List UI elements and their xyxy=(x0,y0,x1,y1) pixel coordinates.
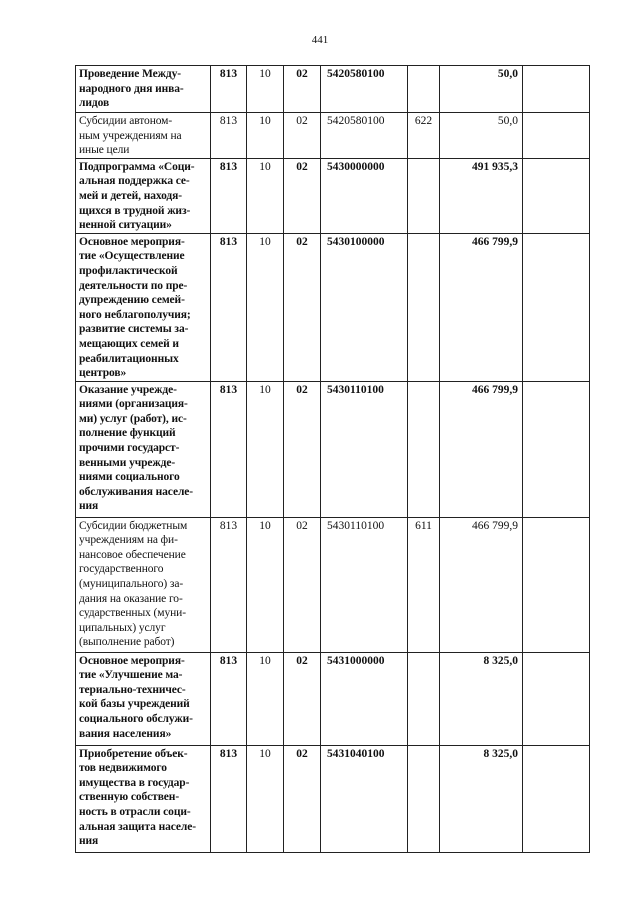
expense-type-code-cell xyxy=(408,381,440,517)
item-name-line: Подпрограмма «Соци- xyxy=(79,160,195,173)
ministry-code-cell: 813 xyxy=(211,517,247,652)
amount-cell: 8 325,0 xyxy=(440,745,523,852)
ministry-code-cell: 813 xyxy=(211,233,247,381)
expense-type-code-cell xyxy=(408,158,440,233)
item-name-line: (муниципального) за- xyxy=(79,578,184,591)
extra-cell xyxy=(523,381,590,517)
table-row xyxy=(76,381,590,517)
item-name-line: полнение функций xyxy=(79,427,176,440)
item-name-line: профилактической xyxy=(79,264,178,277)
section-code-cell: 10 xyxy=(247,233,284,381)
item-name-line: альная поддержка се- xyxy=(79,175,190,188)
expense-type-code-cell: 622 xyxy=(408,113,440,159)
expense-type-code-cell xyxy=(408,652,440,745)
subsection-code-cell: 02 xyxy=(284,517,321,652)
table-row xyxy=(76,745,590,852)
item-name-line: Проведение Между- xyxy=(79,68,181,80)
item-name-line: Основное мероприя- xyxy=(79,235,185,248)
expense-type-code-cell xyxy=(408,233,440,381)
item-name-line: центров» xyxy=(79,367,127,380)
item-name-line: Субсидии автоном- xyxy=(79,115,173,127)
target-article-code-cell: 5430110100 xyxy=(321,517,408,652)
target-article-code-cell: 5420580100 xyxy=(321,66,408,113)
item-name-cell xyxy=(76,517,211,652)
item-name-line: реабилитационных xyxy=(79,352,179,365)
item-name-line: иные цели xyxy=(79,144,130,157)
item-name-cell xyxy=(76,745,211,852)
item-name-line: Оказание учрежде- xyxy=(79,383,177,396)
section-code-cell: 10 xyxy=(247,158,284,233)
target-article-code-cell: 5420580100 xyxy=(321,113,408,159)
item-name-cell xyxy=(76,113,211,159)
item-name-line: ципальных) услуг xyxy=(79,621,166,634)
item-name-line: ственную собствен- xyxy=(79,791,180,804)
item-name-line: социального обслужи- xyxy=(79,713,193,726)
table-row xyxy=(76,113,590,159)
expense-type-code-cell: 611 xyxy=(408,517,440,652)
table-row xyxy=(76,66,590,113)
item-name-line: (выполнение работ) xyxy=(79,636,175,649)
item-name-line: тие «Улучшение ма- xyxy=(79,669,183,682)
section-code-cell: 10 xyxy=(247,66,284,113)
item-name-line: тие «Осуществление xyxy=(79,250,185,263)
expense-type-code-cell xyxy=(408,66,440,113)
section-code-cell: 10 xyxy=(247,113,284,159)
item-name-line: альная защита населе- xyxy=(79,820,196,833)
subsection-code-cell: 02 xyxy=(284,745,321,852)
ministry-code-cell: 813 xyxy=(211,113,247,159)
item-name-line: имущества в государ- xyxy=(79,776,190,789)
item-name-line: Субсидии бюджетным xyxy=(79,519,188,532)
extra-cell xyxy=(523,745,590,852)
table-row xyxy=(76,233,590,381)
table-body xyxy=(76,66,590,853)
item-name-line: ния xyxy=(79,835,99,848)
item-name-line: мей и детей, находя- xyxy=(79,189,182,202)
section-code-cell: 10 xyxy=(247,381,284,517)
extra-cell xyxy=(523,652,590,745)
amount-cell: 50,0 xyxy=(440,113,523,159)
item-name-line: обслуживания населе- xyxy=(79,485,194,498)
item-name-line: Приобретение объек- xyxy=(79,747,188,760)
item-name-cell xyxy=(76,652,211,745)
item-name-cell xyxy=(76,381,211,517)
item-name-cell xyxy=(76,233,211,381)
subsection-code-cell: 02 xyxy=(284,233,321,381)
item-name-line: государственного xyxy=(79,563,164,576)
subsection-code-cell: 02 xyxy=(284,113,321,159)
item-name-line: лидов xyxy=(79,97,110,110)
amount-cell: 466 799,9 xyxy=(440,517,523,652)
item-name-line: сударственных (муни- xyxy=(79,607,186,620)
amount-cell: 491 935,3 xyxy=(440,158,523,233)
amount-cell: 8 325,0 xyxy=(440,652,523,745)
item-name-line: тов недвижимого xyxy=(79,762,167,775)
extra-cell xyxy=(523,158,590,233)
item-name-line: вания населения» xyxy=(79,727,172,740)
extra-cell xyxy=(523,233,590,381)
item-name-line: щихся в трудной жиз- xyxy=(79,204,191,217)
ministry-code-cell: 813 xyxy=(211,158,247,233)
target-article-code-cell: 5431000000 xyxy=(321,652,408,745)
ministry-code-cell: 813 xyxy=(211,381,247,517)
item-name-line: народного дня инва- xyxy=(79,82,184,95)
target-article-code-cell: 5431040100 xyxy=(321,745,408,852)
ministry-code-cell: 813 xyxy=(211,745,247,852)
ministry-code-cell: 813 xyxy=(211,652,247,745)
subsection-code-cell: 02 xyxy=(284,652,321,745)
item-name-cell xyxy=(76,158,211,233)
subsection-code-cell: 02 xyxy=(284,381,321,517)
section-code-cell: 10 xyxy=(247,745,284,852)
item-name-line: деятельности по пре- xyxy=(79,279,188,292)
amount-cell: 50,0 xyxy=(440,66,523,113)
table-row xyxy=(76,652,590,745)
item-name-line: ния xyxy=(79,500,99,513)
item-name-line: ниями социального xyxy=(79,471,180,484)
table-row xyxy=(76,158,590,233)
item-name-line: ми) услуг (работ), ис- xyxy=(79,412,187,425)
extra-cell xyxy=(523,517,590,652)
amount-cell: 466 799,9 xyxy=(440,233,523,381)
table-row xyxy=(76,517,590,652)
target-article-code-cell: 5430000000 xyxy=(321,158,408,233)
section-code-cell: 10 xyxy=(247,517,284,652)
item-name-line: развитие системы за- xyxy=(79,323,189,336)
item-name-line: Основное мероприя- xyxy=(79,654,185,667)
item-name-line: кой базы учреждений xyxy=(79,698,190,711)
section-code-cell: 10 xyxy=(247,652,284,745)
item-name-line: прочими государст- xyxy=(79,442,180,455)
ministry-code-cell: 813 xyxy=(211,66,247,113)
item-name-cell xyxy=(76,66,211,113)
item-name-line: мещающих семей и xyxy=(79,337,179,350)
subsection-code-cell: 02 xyxy=(284,158,321,233)
item-name-line: ниями (организация- xyxy=(79,398,188,411)
page-number: 441 xyxy=(311,34,329,46)
item-name-line: венными учрежде- xyxy=(79,456,176,469)
item-name-line: ненной ситуации» xyxy=(79,219,172,232)
expense-type-code-cell xyxy=(408,745,440,852)
target-article-code-cell: 5430110100 xyxy=(321,381,408,517)
budget-table xyxy=(75,65,590,853)
item-name-line: териально-техничес- xyxy=(79,683,186,696)
item-name-line: дания на оказание го- xyxy=(79,592,183,605)
item-name-line: дупреждению семей- xyxy=(79,294,185,307)
item-name-line: нансовое обеспечение xyxy=(79,548,186,561)
extra-cell xyxy=(523,66,590,113)
extra-cell xyxy=(523,113,590,159)
item-name-line: ность в отрасли соци- xyxy=(79,806,191,819)
subsection-code-cell: 02 xyxy=(284,66,321,113)
target-article-code-cell: 5430100000 xyxy=(321,233,408,381)
item-name-line: ного неблагополучия; xyxy=(79,308,191,321)
item-name-line: ным учреждениям на xyxy=(79,129,182,142)
amount-cell: 466 799,9 xyxy=(440,381,523,517)
item-name-line: учреждениям на фи- xyxy=(79,534,178,547)
